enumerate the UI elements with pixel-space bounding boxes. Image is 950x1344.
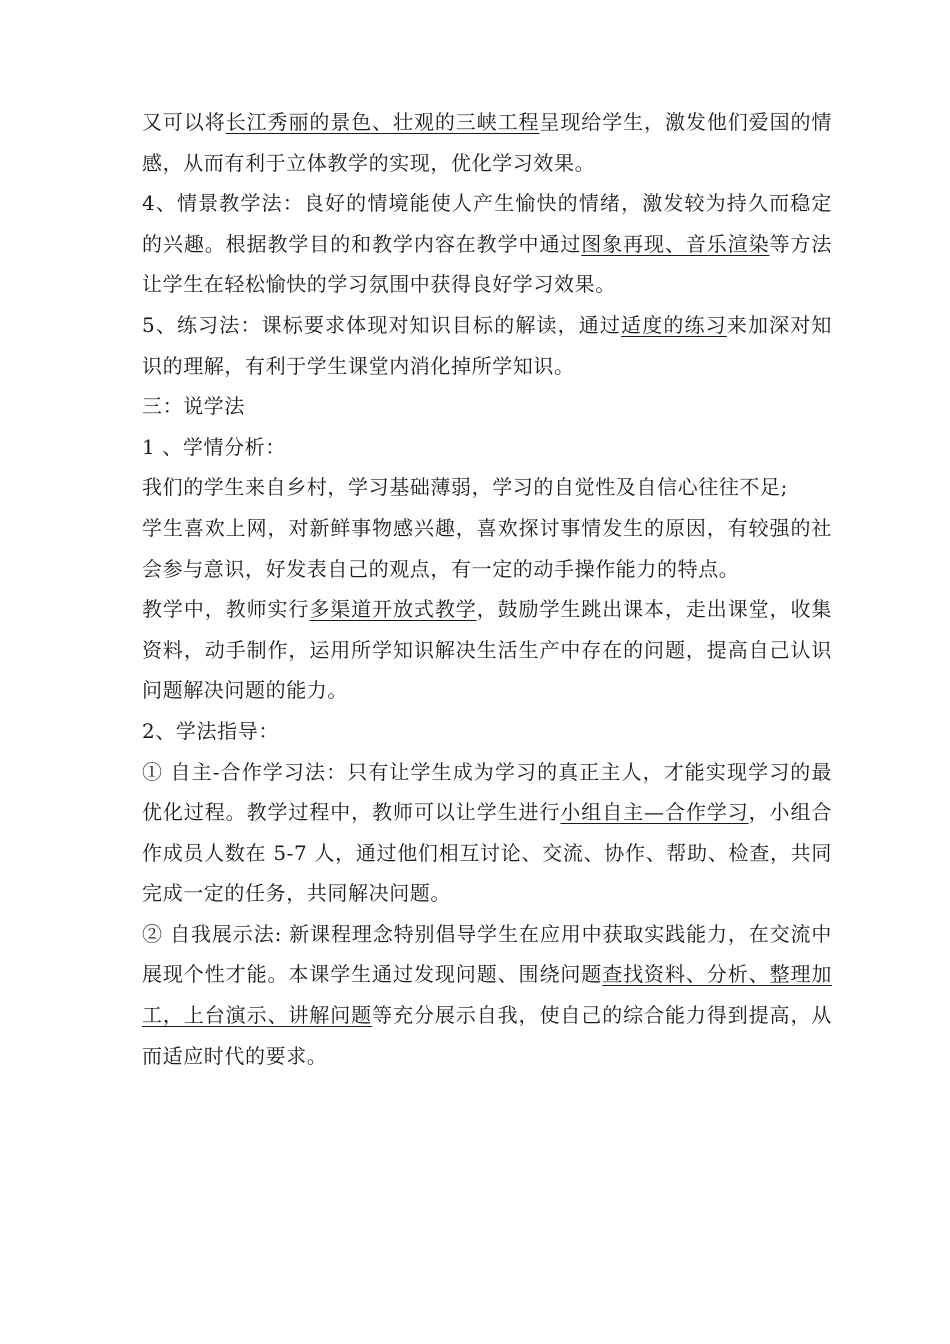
- paragraph-method-5: [142, 305, 832, 386]
- underlined-phrase: 小组自主—合作学习: [560, 800, 749, 825]
- text-run: 又可以将: [142, 110, 226, 134]
- body-text: [142, 102, 832, 1076]
- paragraph-teaching: [142, 589, 832, 711]
- paragraph-students-traits: [142, 508, 832, 589]
- paragraph-method-4: [142, 183, 832, 305]
- underlined-phrase: 查找资料、分析、整理加工，上台演示、讲解问题: [142, 962, 833, 1028]
- paragraph-guide-1: [142, 752, 832, 914]
- text-run: ② 自我展示法: 新课程理念特别倡导学生在应用中获取实践能力，在交流中展现个性才能。本课学生通过发现问题、围绕问题: [142, 921, 832, 987]
- text-run: 等充分展示自我，使自己的综合能力得到提高，从而适应时代的要求。: [142, 1003, 832, 1068]
- underlined-phrase: 多渠道开放式教学: [309, 597, 477, 622]
- text-run: ，小组合作成员人数在 5-7 人，通过他们相互讨论、交流、协作、帮助、检查，共同完成一定的任务，共同解决问题。: [142, 800, 832, 906]
- text-run: 1 、学情分析：: [142, 434, 286, 459]
- text-run: 学生喜欢上网，对新鲜事物感兴趣，喜欢探讨事情发生的原因，有较强的社会参与意识，好发表自己的观点，有一定的动手操作能力的特点。: [142, 515, 832, 581]
- text-run: 2、学法指导：: [142, 718, 279, 743]
- text-run: 我们的学生来自乡村，学习基础薄弱，学习的自觉性及自信心往往不足;: [142, 475, 788, 500]
- text-run: 教学中，教师实行: [142, 597, 310, 622]
- text-run: 呈现给学生，激发他们爱国的情感，从而有利于立体教学的实现，优化学习效果。: [142, 110, 833, 175]
- paragraph-sub-1: [142, 427, 832, 468]
- text-run: 等方法让学生在轻松愉快的学习氛围中获得良好学习效果。: [142, 231, 832, 297]
- paragraph-section-3: [142, 386, 832, 427]
- paragraph-students-basis: [142, 467, 832, 508]
- paragraph-sub-2: [142, 711, 832, 752]
- text-run: ① 自主-合作学习法：只有让学生成为学习的真正主人，才能实现学习的最优化过程。教学过程中，教师可以让学生进行: [142, 759, 832, 825]
- text-run: ，鼓励学生跳出课本，走出课堂，收集资料，动手制作，运用所学知识解决生活生产中存在的问题，提高自己认识问题解决问题的能力。: [142, 597, 832, 703]
- text-run: 来加深对知识的理解，有利于学生课堂内消化掉所学知识。: [142, 312, 833, 378]
- underlined-phrase: 长江秀丽的景色、壮观的三峡工程: [225, 110, 540, 134]
- text-run: 4、情景教学法：良好的情境能使人产生愉快的情绪，激发较为持久而稳定的兴趣。根据教学目的和教学内容在教学中通过: [142, 191, 832, 256]
- underlined-phrase: 图象再现、音乐渲染: [581, 231, 770, 256]
- text-run: 5、练习法：课标要求体现对知识目标的解读，通过: [142, 312, 622, 337]
- paragraph-landscape: [142, 102, 832, 183]
- underlined-phrase: 适度的练习: [621, 312, 727, 337]
- paragraph-guide-2: [142, 914, 832, 1076]
- text-run: 三：说学法: [142, 394, 245, 419]
